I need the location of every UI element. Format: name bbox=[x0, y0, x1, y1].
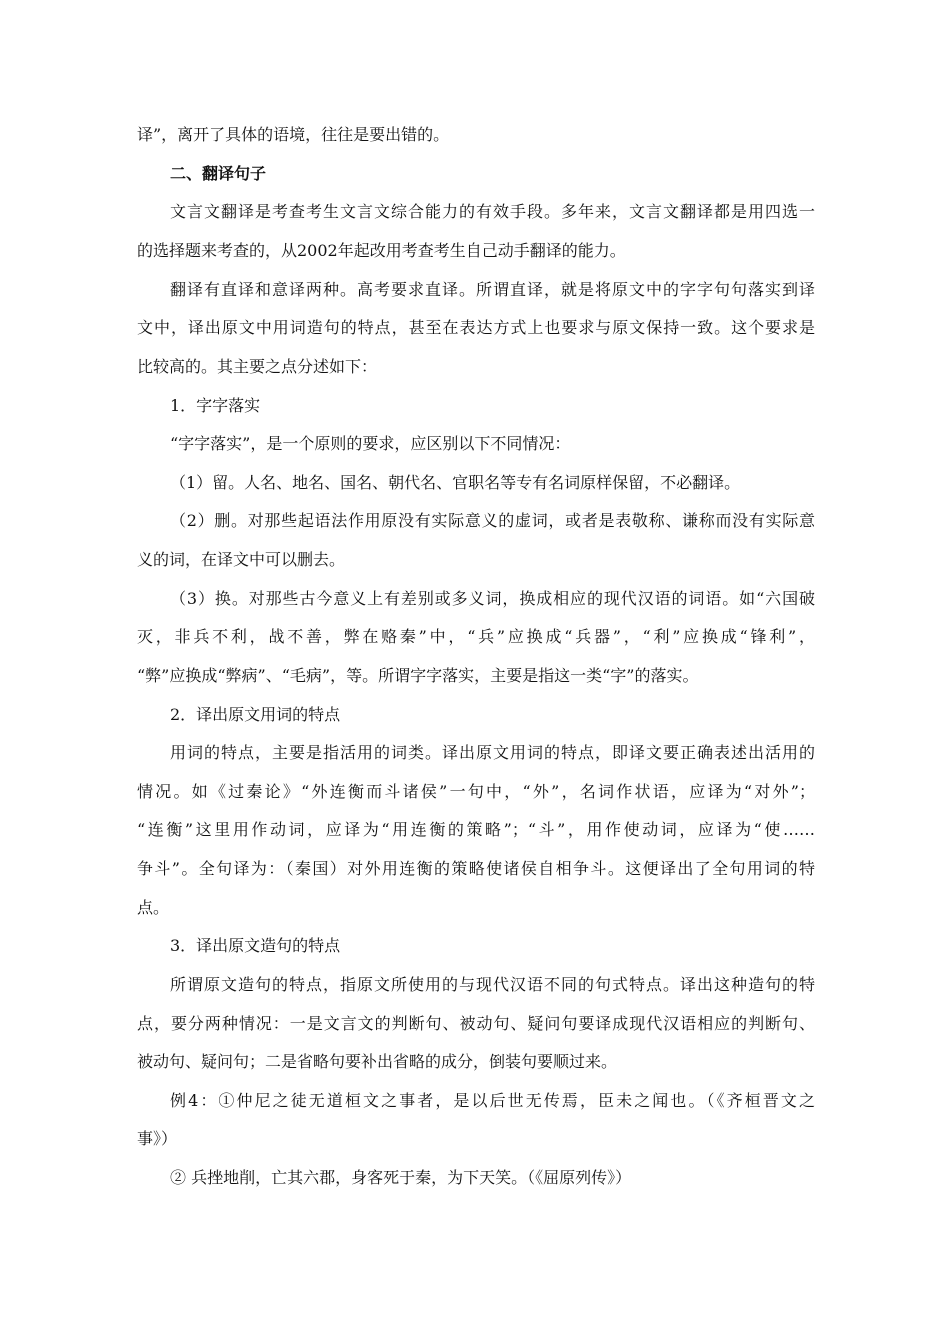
paragraph-line: “字字落实”，是一个原则的要求，应区别以下不同情况： bbox=[170, 434, 571, 453]
section-heading: 二、翻译句子 bbox=[170, 164, 267, 183]
paragraph-line: 情况。如《过秦论》“外连衡而斗诸侯”一句中，“外”，名词作状语，应译为“对外”； bbox=[137, 782, 815, 801]
paragraph-line: 文中，译出原文中用词造句的特点，甚至在表达方式上也要求与原文保持一致。这个要求是 bbox=[137, 318, 815, 337]
paragraph-line: 译”，离开了具体的语境，往往是要出错的。 bbox=[137, 125, 450, 144]
paragraph-line: 翻译有直译和意译两种。高考要求直译。所谓直译，就是将原文中的字字句句落实到译 bbox=[170, 280, 815, 299]
paragraph-line: 点。 bbox=[137, 898, 170, 917]
paragraph-line: 所谓原文造句的特点，指原文所使用的与现代汉语不同的句式特点。译出这种造句的特 bbox=[170, 975, 815, 994]
subsection-heading: 2．译出原文用词的特点 bbox=[170, 705, 341, 724]
example-line: 事》） bbox=[137, 1129, 178, 1148]
paragraph-line: 被动句、疑问句；二是省略句要补出省略的成分，倒装句要顺过来。 bbox=[137, 1052, 618, 1071]
paragraph-line: 用词的特点，主要是指活用的词类。译出原文用词的特点，即译文要正确表述出活用的 bbox=[170, 743, 815, 762]
paragraph-line: 的选择题来考查的，从2002年起改用考查考生自己动手翻译的能力。 bbox=[137, 241, 626, 260]
paragraph-line: 灭，非兵不利，战不善，弊在赂秦”中，“兵”应换成“兵器”，“利”应换成“锋利”， bbox=[137, 627, 815, 646]
paragraph-line: “连衡”这里用作动词，应译为“用连衡的策略”；“斗”，用作使动词，应译为“使…… bbox=[137, 820, 815, 839]
paragraph-line: 点，要分两种情况：一是文言文的判断句、被动句、疑问句要译成现代汉语相应的判断句、 bbox=[137, 1014, 815, 1033]
paragraph-line: （2）删。对那些起语法作用原没有实际意义的虚词，或者是表敬称、谦称而没有实际意 bbox=[170, 511, 815, 530]
example-line: 例4：①仲尼之徒无道桓文之事者，是以后世无传焉，臣未之闻也。（《齐桓晋文之 bbox=[170, 1091, 815, 1110]
subsection-heading: 3．译出原文造句的特点 bbox=[170, 936, 341, 955]
subsection-heading: 1．字字落实 bbox=[170, 396, 261, 415]
paragraph-line: 争斗”。全句译为：（秦国）对外用连衡的策略使诸侯自相争斗。这便译出了全句用词的特 bbox=[137, 859, 815, 878]
paragraph-line: 文言文翻译是考查考生文言文综合能力的有效手段。多年来，文言文翻译都是用四选一 bbox=[170, 202, 815, 221]
paragraph-line: “弊”应换成“弊病”、“毛病”，等。所谓字字落实，主要是指这一类“字”的落实。 bbox=[137, 666, 699, 685]
paragraph-line: （1）留。人名、地名、国名、朝代名、官职名等专有名词原样保留，不必翻译。 bbox=[170, 473, 741, 492]
paragraph-line: （3）换。对那些古今意义上有差别或多义词，换成相应的现代汉语的词语。如“六国破 bbox=[170, 589, 815, 608]
example-line: ② 兵挫地削，亡其六郡，身客死于秦，为下天笑。（《屈原列传》） bbox=[170, 1168, 632, 1187]
paragraph-line: 比较高的。其主要之点分述如下： bbox=[137, 357, 378, 376]
paragraph-line: 义的词，在译文中可以删去。 bbox=[137, 550, 346, 569]
